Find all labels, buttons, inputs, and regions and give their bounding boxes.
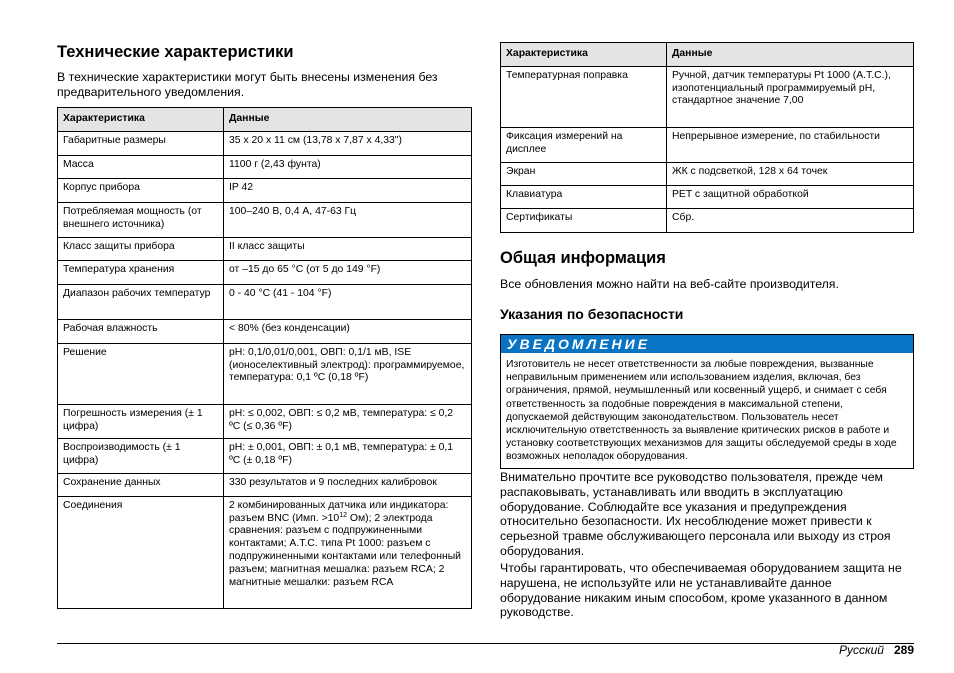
specifications-intro: В технические характеристики могут быть внесены изменения без предварительного уведомления. xyxy=(57,70,438,99)
spec-value: pH: ± 0,001, ОВП: ± 0,1 мВ, температура: ± 0,1 ºC (± 0,18 ºF) xyxy=(224,438,472,473)
spec-name: Соединения xyxy=(58,496,224,608)
notice-text: Изготовитель не несет ответственности за любые повреждения, вызванные неправильным применением или использованием изделия, включая, без ограничения, прямой, неумышленный или косвенный ущерб, и снимает с себя ответственность за подобные повреждения в максимальной степени, допускаемой действующим законодательством. Пользователь несет исключительную ответственность за выявление критических рисков в работе и установку соответствующих механизмов для защиты обследуемой среды в ходе возможных неполадок оборудования. xyxy=(506,359,897,463)
page-number: 289 xyxy=(893,643,914,657)
table-row xyxy=(58,178,472,202)
page-footer xyxy=(839,643,914,657)
connections-text-end: Ом); 2 электрода сравнения: разъем с подпружиненными контактами; A.T.C. типа Pt 1000: разъем с подпружиненными контактами или телефонный разъем; магнитная мешалка: разъем RCA; 2 магнитные мешалки: разъем RCA xyxy=(229,512,461,588)
section-title-general-info: Общая информация xyxy=(500,249,666,267)
table-row xyxy=(58,260,472,284)
column-header-characteristic: Характеристика xyxy=(501,43,667,67)
table-row xyxy=(58,284,472,319)
spec-name: Температурная поправка xyxy=(501,66,667,127)
spec-name: Фиксация измерений на дисплее xyxy=(501,127,667,162)
spec-value: 330 результатов и 9 последних калибровок xyxy=(224,473,472,496)
updates-text: Все обновления можно найти на веб-сайте производителя. xyxy=(500,277,839,291)
subsection-title-safety: Указания по безопасности xyxy=(500,306,684,322)
spec-name: Рабочая влажность xyxy=(58,319,224,343)
spec-value: от –15 до 65 °C (от 5 до 149 °F) xyxy=(224,260,472,284)
footer-language: Русский xyxy=(838,643,884,657)
spec-value: PET с защитной обработкой xyxy=(667,185,914,208)
spec-name: Диапазон рабочих температур xyxy=(58,284,224,319)
table-row xyxy=(58,237,472,260)
column-header-data: Данные xyxy=(224,108,472,132)
safety-paragraph-2: Чтобы гарантировать, что обеспечиваемая оборудованием защита не нарушена, не используйте или не устанавливайте данное оборудование никаким иным способом, кроме указанного в данном руководстве. xyxy=(500,561,902,620)
spec-name: Экран xyxy=(501,162,667,185)
table-row xyxy=(58,496,472,608)
spec-name: Корпус прибора xyxy=(58,178,224,202)
spec-value: < 80% (без конденсации) xyxy=(224,319,472,343)
table-row xyxy=(501,208,914,232)
spec-name: Воспроизводимость (± 1 цифра) xyxy=(58,438,224,473)
footer-divider xyxy=(57,643,914,644)
spec-name: Погрешность измерения (± 1 цифра) xyxy=(58,404,224,438)
spec-value: Непрерывное измерение, по стабильности xyxy=(667,127,914,162)
table-row xyxy=(58,343,472,404)
table-row xyxy=(501,162,914,185)
impedance-exponent: 12 xyxy=(339,511,347,519)
notice-label: УВЕДОМЛЕНИЕ xyxy=(501,335,913,353)
column-header-data: Данные xyxy=(667,43,914,67)
spec-value: 0 - 40 °C (41 - 104 °F) xyxy=(224,284,472,319)
spec-name: Сертификаты xyxy=(501,208,667,232)
spec-value: Ручной, датчик температуры Pt 1000 (A.T.C.), изопотенциальный программируемый pH, стандартное значение 7,00 xyxy=(667,66,914,127)
table-row xyxy=(58,155,472,178)
spec-value: 100–240 В, 0,4 A, 47-63 Гц xyxy=(224,202,472,237)
table-row xyxy=(501,185,914,208)
table-row xyxy=(58,404,472,438)
safety-paragraph-1: Внимательно прочтите все руководство пользователя, прежде чем распаковывать, устанавливать или вводить в эксплуатацию оборудование. Соблюдайте все указания и предупреждения относительно безопасности. Их несоблюдение может привести к серьезной травме обслуживающего персонала или выходу из строя оборудования. xyxy=(500,470,891,558)
spec-name: Потребляемая мощность (от внешнего источника) xyxy=(58,202,224,237)
specifications-table-continued xyxy=(500,42,914,233)
connections-text-start: 2 комбинированных датчика или индикатора: разъем BNC (Имп. >10 xyxy=(229,499,449,524)
section-title-specifications: Технические характеристики xyxy=(57,43,294,61)
table-row xyxy=(501,127,914,162)
table-row xyxy=(58,473,472,496)
table-row xyxy=(58,438,472,473)
spec-name: Клавиатура xyxy=(501,185,667,208)
spec-value: II класс защиты xyxy=(224,237,472,260)
table-row xyxy=(58,202,472,237)
spec-value: IP 42 xyxy=(224,178,472,202)
spec-value: pH: ≤ 0,002, ОВП: ≤ 0,2 мВ, температура: ≤ 0,2 ºC (≤ 0,36 ºF) xyxy=(224,404,472,438)
column-header-characteristic: Характеристика xyxy=(58,108,224,132)
table-row xyxy=(58,319,472,343)
spec-name: Решение xyxy=(58,343,224,404)
notice-box xyxy=(500,334,914,469)
table-row xyxy=(501,66,914,127)
table-header-row xyxy=(501,43,914,67)
specifications-table xyxy=(57,107,472,609)
spec-value-connections xyxy=(224,496,472,608)
spec-name: Масса xyxy=(58,155,224,178)
spec-value: ЖК с подсветкой, 128 x 64 точек xyxy=(667,162,914,185)
spec-value: 1100 г (2,43 фунта) xyxy=(224,155,472,178)
spec-value: 35 x 20 x 11 см (13,78 x 7,87 x 4,33") xyxy=(224,131,472,155)
spec-name: Габаритные размеры xyxy=(58,131,224,155)
spec-value: pH: 0,1/0,01/0,001, ОВП: 0,1/1 мВ, ISE (ионоселективный электрод): программируемое, температура: 0,1 ºC (0,18 ºF) xyxy=(224,343,472,404)
table-header-row xyxy=(58,108,472,132)
spec-name: Класс защиты прибора xyxy=(58,237,224,260)
table-row xyxy=(58,131,472,155)
spec-name: Температура хранения xyxy=(58,260,224,284)
spec-name: Сохранение данных xyxy=(58,473,224,496)
spec-value: Сбр. xyxy=(667,208,914,232)
